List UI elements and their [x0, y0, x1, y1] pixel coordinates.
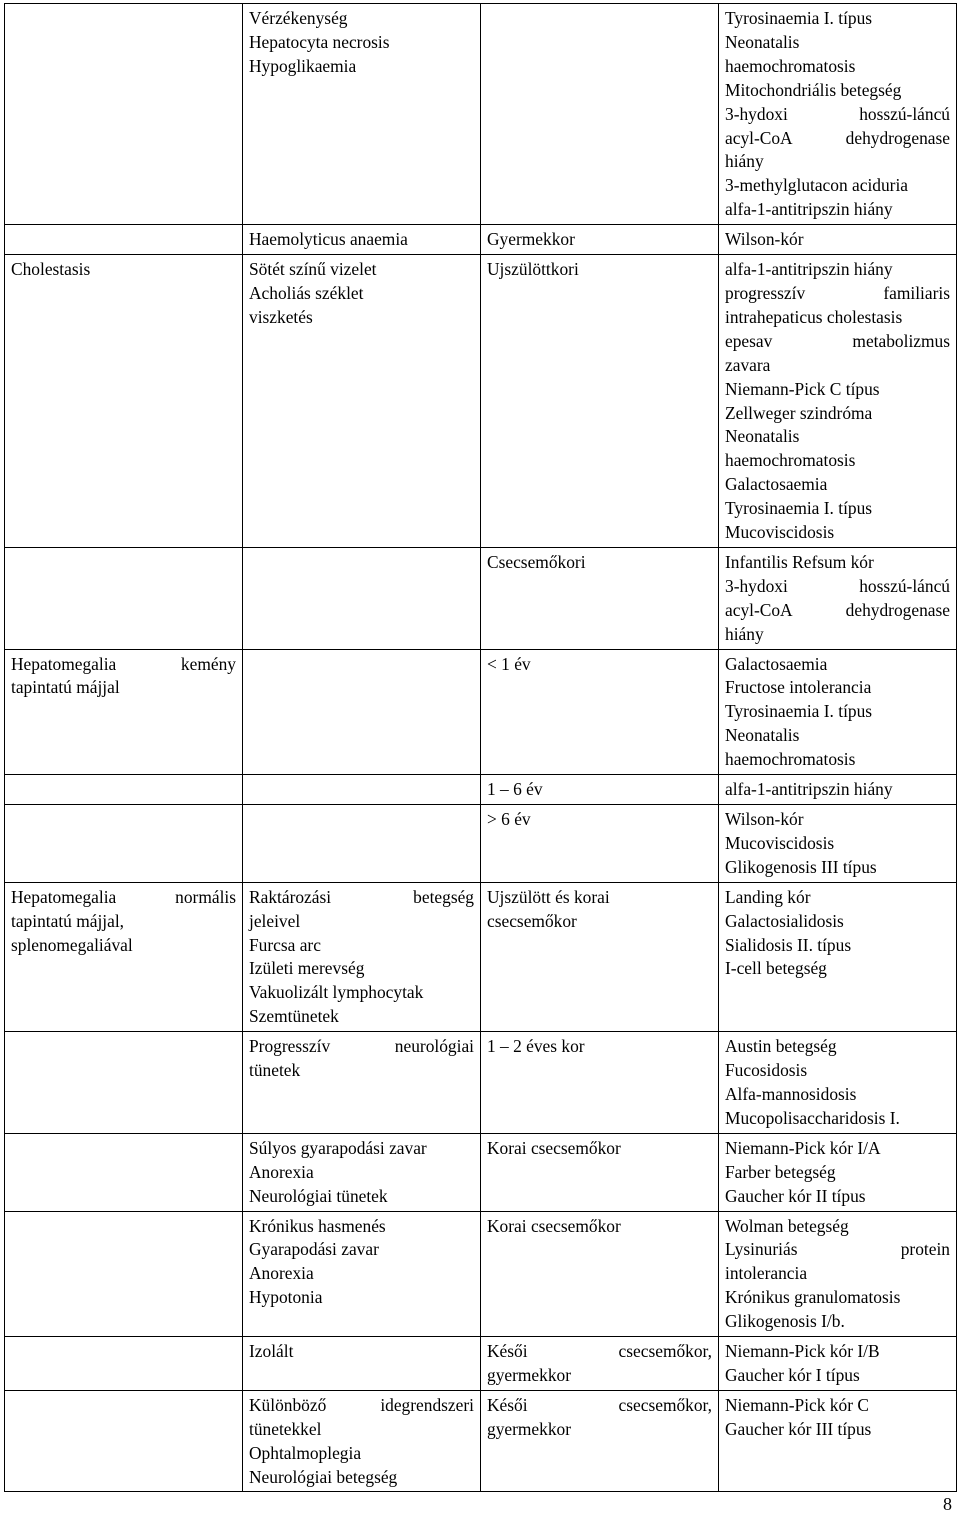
cell-text-line: Farber betegség — [725, 1161, 836, 1182]
cell-text-line: hiány — [725, 623, 764, 644]
cell-text-line: Tyrosinaemia I. típus — [725, 498, 873, 519]
cell-text-line: I-cell betegség — [725, 958, 827, 979]
cell-text-line: Glikogenosis III típus — [725, 856, 877, 877]
cell-text-line: Raktározási betegség — [249, 886, 474, 907]
cell-text-line: Hepatomegalia kemény — [11, 653, 236, 674]
table-cell-col3 — [481, 1337, 719, 1391]
table-cell-col4 — [719, 255, 957, 548]
table-cell-col3 — [481, 649, 719, 775]
cell-text-line: tünetekkel — [249, 1418, 322, 1439]
table-cell-col2 — [243, 255, 481, 548]
cell-text-line: Gaucher kór I típus — [725, 1364, 860, 1385]
cell-text-line: Ujszülött és korai — [487, 886, 610, 907]
table-cell-col4 — [719, 882, 957, 1031]
cell-text-line: Súlyos gyarapodási zavar — [249, 1137, 427, 1158]
cell-text-line: Krónikus granulomatosis — [725, 1287, 901, 1308]
cell-text-line: Hypotonia — [249, 1287, 323, 1308]
table-row — [5, 255, 957, 548]
cell-text-line: Infantilis Refsum kór — [725, 551, 874, 572]
cell-text-line: Hypoglikaemia — [249, 55, 357, 76]
cell-text-line: alfa-1-antitripszin hiány — [725, 259, 893, 280]
cell-text-line: Tyrosinaemia I. típus — [725, 8, 873, 28]
table-cell-col3 — [481, 1211, 719, 1337]
cell-text-line: Gyarapodási zavar — [249, 1239, 379, 1260]
table-body — [5, 4, 957, 1492]
table-cell-col3 — [481, 1133, 719, 1211]
cell-text-line: Krónikus hasmenés — [249, 1215, 386, 1236]
cell-text-line: Glikogenosis I/b. — [725, 1311, 845, 1332]
cell-text-line: Késői csecsemőkor, — [487, 1394, 712, 1415]
cell-text-line: jeleivel — [249, 910, 301, 931]
table-row — [5, 1133, 957, 1211]
table-cell-col4 — [719, 1390, 957, 1492]
cell-text-line: Progresszív neurológiai — [249, 1036, 474, 1057]
cell-text-line: Mucoviscidosis — [725, 832, 835, 853]
table-row — [5, 882, 957, 1031]
cell-text-line: 1 – 6 év — [487, 779, 543, 800]
table-cell-col2 — [243, 1032, 481, 1134]
cell-text-line: tünetek — [249, 1060, 301, 1081]
cell-text-line: Cholestasis — [11, 259, 91, 280]
table-cell-col1 — [5, 1390, 243, 1492]
cell-text-line: Gaucher kór III típus — [725, 1418, 872, 1439]
cell-text-line: Wilson-kór — [725, 229, 804, 250]
table-cell-col3 — [481, 882, 719, 1031]
cell-text-line: Anorexia — [249, 1161, 314, 1182]
cell-text-line: Furcsa arc — [249, 934, 321, 955]
table-cell-col3 — [481, 225, 719, 255]
cell-text-line: Neurológiai tünetek — [249, 1185, 388, 1206]
cell-text-line: Galactosialidosis — [725, 910, 844, 931]
page-number: 8 — [943, 1494, 952, 1514]
table-cell-col4 — [719, 649, 957, 775]
cell-text-line: 3-methylglutacon aciduria — [725, 175, 909, 196]
table-row — [5, 1390, 957, 1492]
cell-text-line: Fucosidosis — [725, 1060, 808, 1081]
table-cell-col4 — [719, 547, 957, 649]
table-cell-col3 — [481, 1032, 719, 1134]
cell-text-line: Sialidosis II. típus — [725, 934, 852, 955]
table-cell-col4 — [719, 1211, 957, 1337]
cell-text-line: Csecsemőkori — [487, 551, 586, 572]
cell-text-line: < 1 év — [487, 653, 531, 674]
cell-text-line: intrahepaticus cholestasis — [725, 306, 903, 327]
table-cell-col1 — [5, 649, 243, 775]
cell-text-line: Austin betegség — [725, 1036, 837, 1057]
table-cell-col2 — [243, 882, 481, 1031]
cell-text-line: Alfa-mannosidosis — [725, 1083, 857, 1104]
cell-text-line: Galactosaemia — [725, 653, 828, 674]
cell-text-line: Késői csecsemőkor, — [487, 1341, 712, 1362]
cell-text-line: 1 – 2 éves kor — [487, 1036, 585, 1057]
table-cell-col3 — [481, 547, 719, 649]
cell-text-line: Vakuolizált lymphocytak — [249, 982, 424, 1003]
cell-text-line: Niemann-Pick kór I/B — [725, 1341, 880, 1362]
cell-text-line: Mitochondriális betegség — [725, 79, 902, 100]
cell-text-line: Mucoviscidosis — [725, 522, 835, 543]
cell-text-line: acyl-CoA dehydrogenase — [725, 127, 950, 148]
cell-text-line: Izületi merevség — [249, 958, 365, 979]
table-cell-col1 — [5, 1133, 243, 1211]
cell-text-line: alfa-1-antitripszin hiány — [725, 199, 893, 220]
table-cell-col1 — [5, 1032, 243, 1134]
table-cell-col1 — [5, 225, 243, 255]
table-cell-col1 — [5, 805, 243, 883]
table-cell-col2 — [243, 805, 481, 883]
table-cell-col4 — [719, 225, 957, 255]
cell-text-line: Tyrosinaemia I. típus — [725, 701, 873, 722]
cell-text-line: intolerancia — [725, 1263, 808, 1284]
table-row — [5, 775, 957, 805]
cell-text-line: Különböző idegrendszeri — [249, 1394, 474, 1415]
table-cell-col4 — [719, 4, 957, 225]
cell-text-line: gyermekkor — [487, 1418, 572, 1439]
cell-text-line: Haemolyticus anaemia — [249, 229, 408, 250]
cell-text-line: Gyermekkor — [487, 229, 575, 250]
cell-text-line: Neurológiai betegség — [249, 1466, 398, 1487]
table-row — [5, 4, 957, 225]
cell-text-line: hiány — [725, 151, 764, 172]
table-row — [5, 805, 957, 883]
cell-text-line: acyl-CoA dehydrogenase — [725, 599, 950, 620]
cell-text-line: splenomegaliával — [11, 934, 133, 955]
cell-text-line: epesav metabolizmus — [725, 330, 950, 351]
table-row — [5, 649, 957, 775]
table-cell-col4 — [719, 1337, 957, 1391]
table-cell-col1 — [5, 547, 243, 649]
cell-text-line: Landing kór — [725, 886, 811, 907]
table-cell-col2 — [243, 1337, 481, 1391]
table-cell-col2 — [243, 1390, 481, 1492]
table-cell-col2 — [243, 547, 481, 649]
table-cell-col3 — [481, 4, 719, 225]
table-cell-col3 — [481, 1390, 719, 1492]
cell-text-line: alfa-1-antitripszin hiány — [725, 779, 893, 800]
cell-text-line: haemochromatosis — [725, 749, 856, 770]
cell-text-line: Niemann-Pick kór I/A — [725, 1137, 881, 1158]
cell-text-line: csecsemőkor — [487, 910, 577, 931]
table-row — [5, 225, 957, 255]
cell-text-line: Niemann-Pick C típus — [725, 378, 880, 399]
cell-text-line: 3-hydoxi hosszú-láncú — [725, 103, 950, 124]
cell-text-line: gyermekkor — [487, 1364, 572, 1385]
cell-text-line: Acholiás széklet — [249, 282, 364, 303]
cell-text-line: progresszív familiaris — [725, 282, 950, 303]
table-row — [5, 1032, 957, 1134]
cell-text-line: Szemtünetek — [249, 1006, 339, 1027]
cell-text-line: Gaucher kór II típus — [725, 1185, 866, 1206]
cell-text-line: haemochromatosis — [725, 450, 856, 471]
cell-text-line: zavara — [725, 354, 771, 375]
cell-text-line: Neonatalis — [725, 426, 800, 447]
cell-text-line: Ujszülöttkori — [487, 259, 579, 280]
cell-text-line: viszketés — [249, 306, 313, 327]
table-cell-col1 — [5, 882, 243, 1031]
table-cell-col2 — [243, 649, 481, 775]
cell-text-line: Zellweger szindróma — [725, 402, 873, 423]
table-cell-col1 — [5, 1337, 243, 1391]
cell-text-line: Lysinuriás protein — [725, 1239, 950, 1260]
cell-text-line: Neonatalis — [725, 725, 800, 746]
disease-table — [4, 3, 957, 1492]
table-cell-col1 — [5, 1211, 243, 1337]
cell-text-line: Neonatalis — [725, 31, 800, 52]
cell-text-line: Wolman betegség — [725, 1215, 849, 1236]
table-cell-col2 — [243, 225, 481, 255]
table-cell-col4 — [719, 775, 957, 805]
table-cell-col2 — [243, 4, 481, 225]
cell-text-line: Ophtalmoplegia — [249, 1442, 362, 1463]
cell-text-line: Sötét színű vizelet — [249, 259, 377, 280]
cell-text-line: Wilson-kór — [725, 809, 804, 829]
cell-text-line: tapintatú májjal — [11, 677, 120, 698]
cell-text-line: Korai csecsemőkor — [487, 1215, 621, 1236]
table-row — [5, 1211, 957, 1337]
table-cell-col1 — [5, 255, 243, 548]
table-row — [5, 1337, 957, 1391]
table-cell-col4 — [719, 805, 957, 883]
cell-text-line: Fructose intolerancia — [725, 677, 872, 698]
table-cell-col2 — [243, 1133, 481, 1211]
table-cell-col2 — [243, 775, 481, 805]
cell-text-line: Korai csecsemőkor — [487, 1137, 621, 1158]
cell-text-line: Vérzékenység — [249, 8, 348, 28]
table-cell-col1 — [5, 775, 243, 805]
table-cell-col3 — [481, 255, 719, 548]
cell-text-line: Galactosaemia — [725, 474, 828, 495]
cell-text-line: 3-hydoxi hosszú-láncú — [725, 575, 950, 596]
cell-text-line: Hepatocyta necrosis — [249, 31, 390, 52]
table-cell-col4 — [719, 1032, 957, 1134]
cell-text-line: Hepatomegalia normális — [11, 886, 236, 907]
table-row — [5, 547, 957, 649]
table-cell-col4 — [719, 1133, 957, 1211]
cell-text-line: Mucopolisaccharidosis I. — [725, 1107, 900, 1128]
table-cell-col3 — [481, 805, 719, 883]
table-cell-col1 — [5, 4, 243, 225]
table-cell-col3 — [481, 775, 719, 805]
cell-text-line: haemochromatosis — [725, 55, 856, 76]
table-cell-col2 — [243, 1211, 481, 1337]
cell-text-line: Niemann-Pick kór C — [725, 1394, 869, 1415]
cell-text-line: Izolált — [249, 1341, 294, 1362]
cell-text-line: Anorexia — [249, 1263, 314, 1284]
cell-text-line: tapintatú májjal, — [11, 910, 125, 931]
cell-text-line: > 6 év — [487, 809, 531, 829]
